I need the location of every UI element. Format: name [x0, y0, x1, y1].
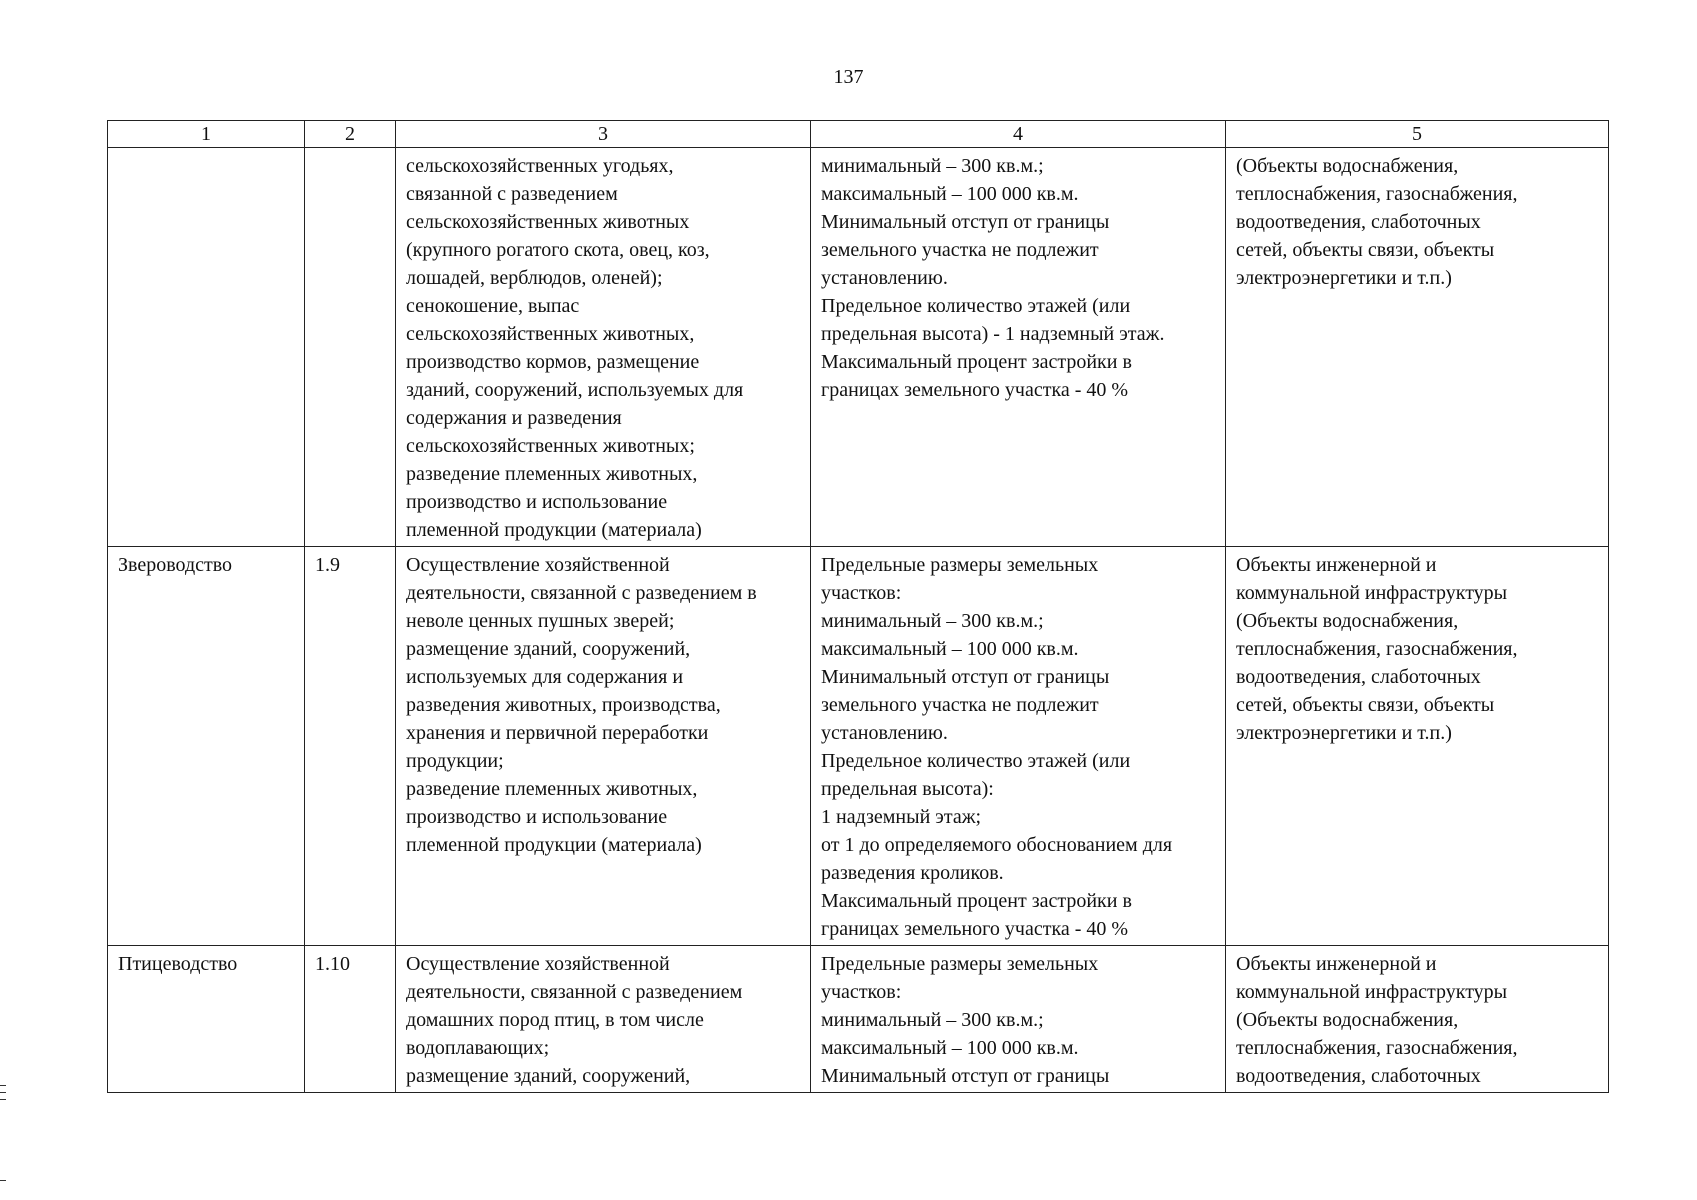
parameters-cell: [811, 946, 1226, 1093]
use-name-cell: [108, 148, 305, 547]
objects-cell: [1226, 946, 1609, 1093]
description-cell: [396, 547, 811, 946]
table-row: [108, 547, 1609, 946]
column-header-5: 5: [1226, 121, 1609, 148]
column-header-3: 3: [396, 121, 811, 148]
use-code-cell: [305, 547, 396, 946]
use-description: сельскохозяйственных угодьях, связанной с разведением сельскохозяйственных животных (крупного рогатого скота, овец, коз, лошадей, верблюдов, оленей); сенокошение, выпас сельскохозяйственных животных, производство кормов, размещение зданий, сооружений, используемых для содержания и разведения сельскохозяйственных животных; разведение племенных животных, производство и использование племенной продукции (материала): [406, 155, 744, 541]
use-name: Птицеводство: [118, 953, 238, 975]
table-row: [108, 148, 1609, 547]
use-code: 1.10: [315, 953, 350, 975]
scan-edge-mark: [0, 1099, 6, 1100]
use-name-cell: [108, 946, 305, 1093]
use-name: Звероводство: [118, 554, 233, 576]
column-header-4: 4: [811, 121, 1226, 148]
page-number: 137: [833, 66, 864, 88]
use-parameters: минимальный – 300 кв.м.; максимальный – 100 000 кв.м. Минимальный отступ от границы земельного участка не подлежит установлению. Предельное количество этажей (или предельная высота) - 1 надземный этаж. Максимальный процент застройки в границах земельного участка - 40 %: [821, 155, 1165, 401]
scan-edge-mark: [0, 1180, 6, 1181]
use-description: Осуществление хозяйственной деятельности, связанной с разведением домашних пород птиц, в том числе водоплавающих; размещение зданий, сооружений,: [406, 953, 743, 1087]
use-objects: Объекты инженерной и коммунальной инфраструктуры (Объекты водоснабжения, теплоснабжения, газоснабжения, водоотведения, слаботочных сетей, объекты связи, объекты электроэнергетики и т.п.): [1236, 554, 1518, 744]
use-objects: (Объекты водоснабжения, теплоснабжения, газоснабжения, водоотведения, слаботочных сетей, объекты связи, объекты электроэнергетики и т.п.): [1236, 155, 1518, 289]
objects-cell: [1226, 148, 1609, 547]
table-header-row: [108, 121, 1609, 148]
scan-edge-mark: [0, 1092, 6, 1093]
description-cell: [396, 148, 811, 547]
use-code: 1.9: [315, 554, 340, 576]
use-parameters: Предельные размеры земельных участков: минимальный – 300 кв.м.; максимальный – 100 000 кв.м. Минимальный отступ от границы: [821, 953, 1110, 1087]
table-row: [108, 946, 1609, 1093]
use-parameters: Предельные размеры земельных участков: минимальный – 300 кв.м.; максимальный – 100 000 кв.м. Минимальный отступ от границы земельного участка не подлежит установлению. Предельное количество этажей (или предельная высота): 1 надземный этаж; от 1 до определяемого обоснованием для разведения кроликов. Максимальный процент застройки в границах земельного участка - 40 %: [821, 554, 1173, 940]
use-objects: Объекты инженерной и коммунальной инфраструктуры (Объекты водоснабжения, теплоснабжения, газоснабжения, водоотведения, слаботочных: [1236, 953, 1518, 1087]
parameters-cell: [811, 148, 1226, 547]
description-cell: [396, 946, 811, 1093]
parameters-cell: [811, 547, 1226, 946]
use-code-cell: [305, 946, 396, 1093]
use-code-cell: [305, 148, 396, 547]
use-description: Осуществление хозяйственной деятельности, связанной с разведением в неволе ценных пушных зверей; размещение зданий, сооружений, используемых для содержания и разведения животных, производства, хранения и первичной переработки продукции; разведение племенных животных, производство и использование племенной продукции (материала): [406, 554, 757, 856]
objects-cell: [1226, 547, 1609, 946]
scan-edge-mark: [0, 1085, 6, 1086]
use-name-cell: [108, 547, 305, 946]
column-header-2: 2: [305, 121, 396, 148]
land-use-table: [107, 120, 1609, 1093]
column-header-1: 1: [108, 121, 305, 148]
